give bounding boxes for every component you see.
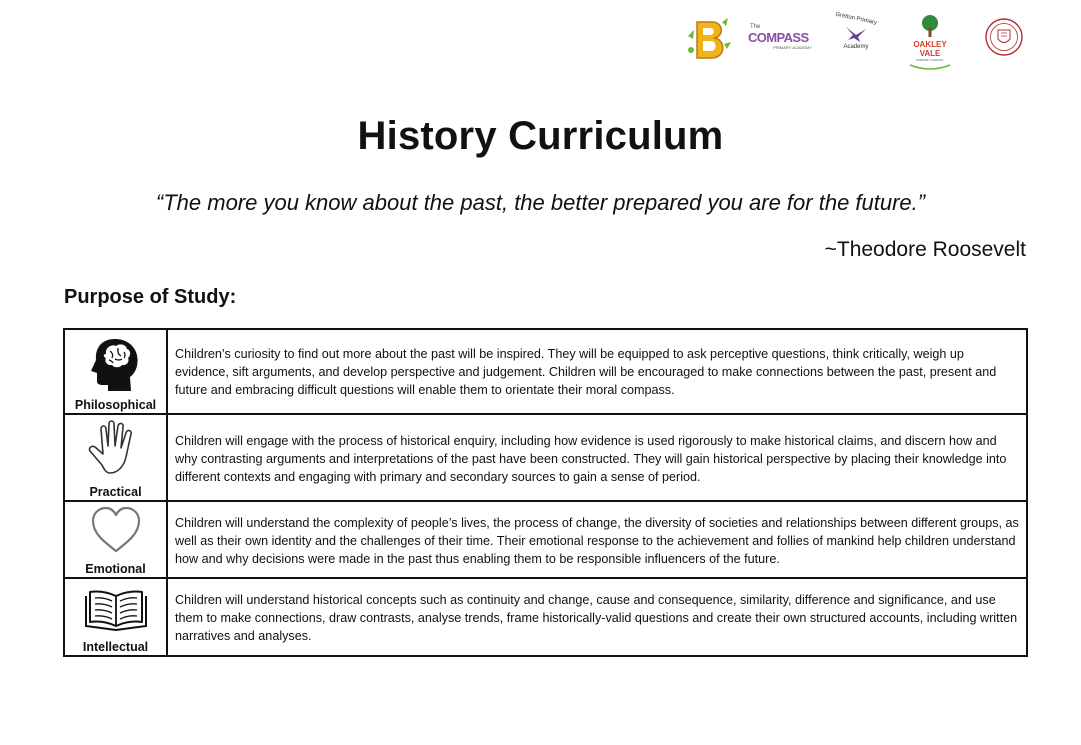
page-title: History Curriculum xyxy=(357,114,724,158)
quote-author: ~Theodore Roosevelt xyxy=(824,238,1026,261)
crest-school-logo xyxy=(984,17,1024,57)
intellectual-label: Intellectual xyxy=(82,640,149,654)
oakley-logo-name: OAKLEY VALE xyxy=(913,40,947,58)
intellectual-icon-cell xyxy=(64,578,167,656)
open-book-icon xyxy=(83,586,149,632)
heart-icon xyxy=(90,505,142,555)
compass-academy-logo xyxy=(748,24,812,51)
practical-label: Practical xyxy=(89,485,142,499)
philosophical-label: Philosophical xyxy=(74,398,157,412)
compass-logo-sub: PRIMARY ACADEMY xyxy=(773,45,812,50)
swallow-icon xyxy=(844,25,868,43)
oakley-vale-logo xyxy=(902,14,958,62)
philosophical-icon-cell xyxy=(64,329,167,414)
purpose-row-practical xyxy=(64,414,1027,501)
hand-icon xyxy=(86,419,146,477)
philosophical-description: Children’s curiosity to find out more about the past will be inspired. They will be equipped to ask perceptive questions, think critically, weigh up evidence, sift arguments, and develop perspective and judgement. Children will be encouraged to make connections between the past, present and future and embracing difficult questions will enable them to orientate their moral compass. xyxy=(167,329,1027,414)
emotional-icon-cell xyxy=(64,501,167,578)
emotional-label: Emotional xyxy=(85,562,146,576)
gretton-logo-sub: Academy xyxy=(843,44,869,50)
purpose-table xyxy=(63,328,1028,657)
purpose-row-philosophical xyxy=(64,329,1027,414)
gretton-academy-logo xyxy=(830,11,882,62)
gretton-logo-name: Gretton Primary xyxy=(834,11,878,27)
roosevelt-quote: “The more you know about the past, the better prepared you are for the future.” xyxy=(155,190,926,215)
emotional-description: Children will understand the complexity of people’s lives, the process of change, the diversity of societies and relationships between different groups, as well as their own identity and the challenges of their time. Their emotional response to the achievement and follies of mankind help children understand how and why decisions were made in the past thus enabling them to be responsible influencers of the future. xyxy=(167,501,1027,578)
school-logos xyxy=(680,11,1025,64)
purpose-of-study-heading: Purpose of Study: xyxy=(64,286,237,308)
b-school-logo xyxy=(682,14,732,64)
compass-logo-name: COMPASS xyxy=(748,30,809,45)
compass-logo-top: The xyxy=(750,24,761,30)
purpose-row-intellectual xyxy=(64,578,1027,656)
oakley-logo-sub: PRIMARY SCHOOL xyxy=(916,58,944,62)
purpose-row-emotional xyxy=(64,501,1027,578)
practical-description: Children will engage with the process of historical enquiry, including how evidence is used rigorously to make historical claims, and discern how and why contrasting arguments and interpretations of the past have been constructed. They will gain historical perspective by placing their knowledge into different contexts and engaging with primary and secondary sources to gain a sense of period. xyxy=(167,414,1027,501)
intellectual-description: Children will understand historical concepts such as continuity and change, cause and consequence, similarity, difference and significance, and use them to make connections, draw contrasts, analyse trends, frame historically-valid questions and create their own structured accounts, including written narratives and analyses. xyxy=(167,578,1027,656)
practical-icon-cell xyxy=(64,414,167,501)
tree-icon xyxy=(902,14,958,40)
oakley-logo-swoosh xyxy=(902,63,958,71)
head-brain-icon xyxy=(88,336,144,392)
